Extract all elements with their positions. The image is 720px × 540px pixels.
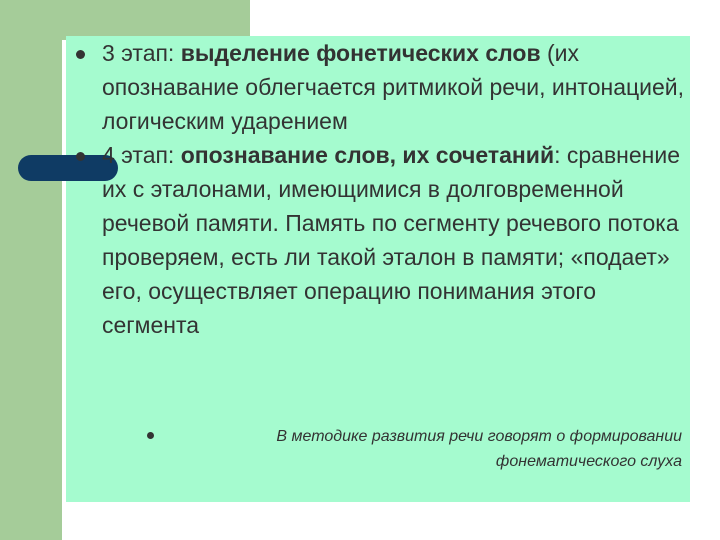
- bullet-prefix: 4 этап:: [102, 142, 181, 168]
- bullet-list: [74, 36, 686, 342]
- bullet-prefix: 3 этап:: [102, 40, 181, 66]
- top-decorative-block: [0, 0, 250, 40]
- left-decorative-bar: [0, 0, 62, 540]
- bullet-dot-icon: [76, 152, 85, 161]
- bullet-text: (их опознавание облегчается ритмикой речи, интонацией, логическим ударением: [102, 40, 685, 134]
- bullet-item-stage-3: [74, 36, 686, 138]
- note-bullet-dot-icon: [147, 432, 154, 439]
- bullet-item-stage-4: [74, 138, 686, 342]
- bullet-bold-text: выделение фонетических слов: [180, 40, 541, 66]
- bullet-bold-text: опознавание слов, их сочетаний: [180, 142, 555, 168]
- note-line-1: В методике развития речи говорят о формировании: [276, 428, 682, 445]
- bullet-text: : сравнение их с эталонами, имеющимися в долговременной речевой памяти. Память по сегменту речевого потока проверяем, есть ли такой эталон в памяти; «подает» его, осуществляет операцию понимания этого сегмента: [102, 142, 681, 338]
- note-line-2: фонематического слуха: [495, 453, 682, 470]
- bullet-dot-icon: [76, 50, 85, 59]
- note-paragraph: [148, 424, 682, 474]
